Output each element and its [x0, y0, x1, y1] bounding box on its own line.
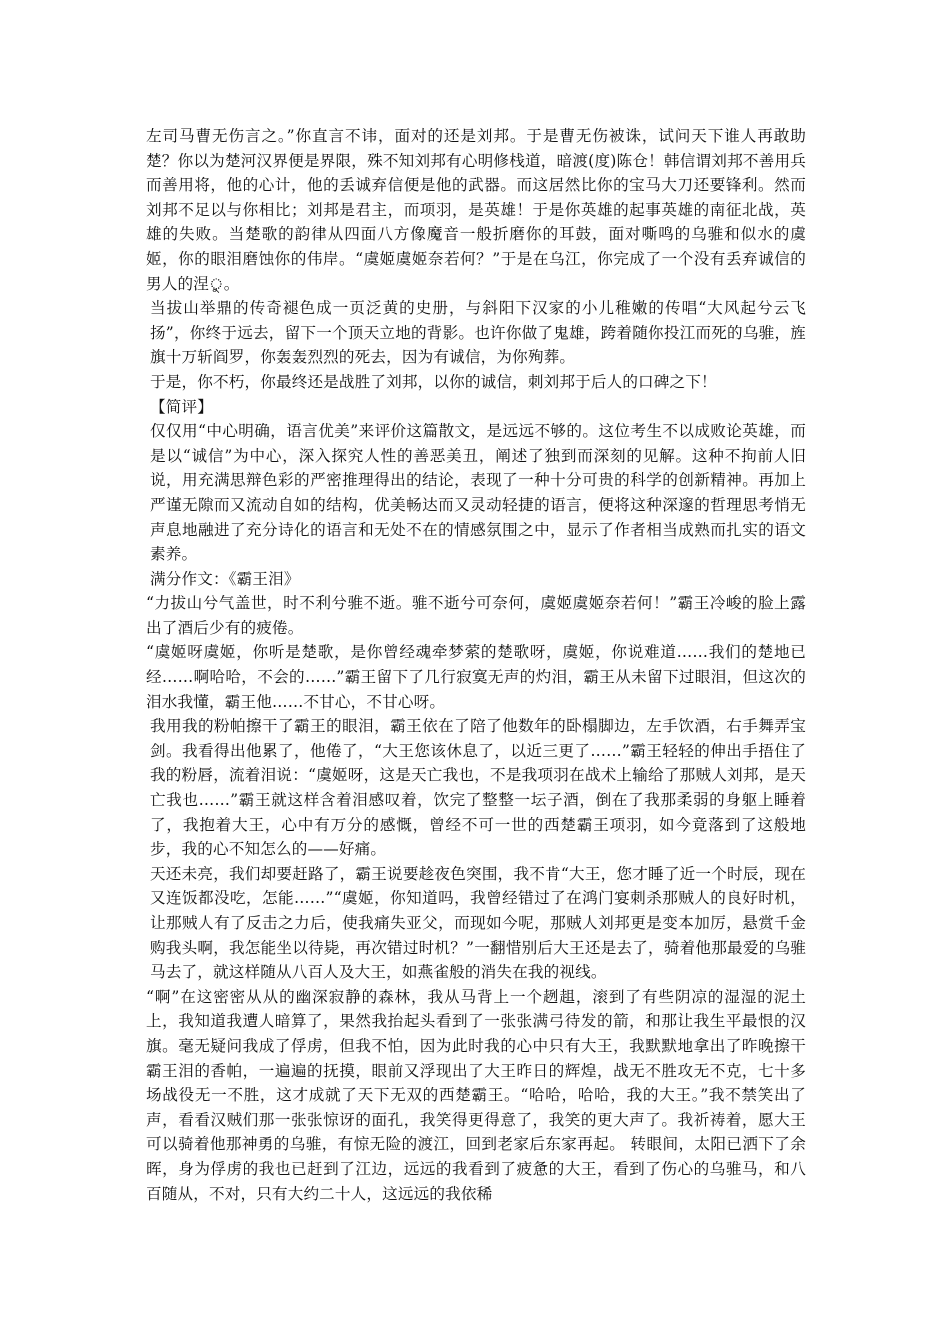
paragraph-chu-song: “虞姬呀虞姬，你听是楚歌，是你曾经魂牵梦萦的楚歌呀，虞姬，你说难道……我们的楚地已经……啊哈哈，不会的……”霸王留下了几行寂寞无声的灼泪，霸王从未留下过眼泪，但这次的泪水我懂，霸王他……不甘心，不甘心呀。 — [146, 643, 806, 711]
paragraph-forest-capture: “啊”在这密密从从的幽深寂静的森林，我从马背上一个趔趄，滚到了有些阴凉的湿湿的泥土上，我知道我遭人暗算了，果然我抬起头看到了一张张满弓待发的箭，和那让我生平最恨的汉旗。毫无疑问我成了俘虏，但我不怕，因为此时我的心中只有大王，我默默地拿出了昨晚擦干霸王泪的香帕，一遍遍的抚摸，眼前又浮现出了大王昨日的辉煌，战无不胜攻无不克，七十多场战役无一不胜，这才成就了天下无双的西楚霸王。“哈哈，哈哈，我的大王。”我不禁笑出了声，看看汉贼们那一张张惊讶的面孔，我笑得更得意了，我笑的更大声了。我祈祷着，愿大王可以骑着他那神勇的乌骓，有惊无险的渡江，回到老家后东家再起。 转眼间，太阳已洒下了余晖，身为俘虏的我也已赶到了江边，远远的我看到了疲惫的大王，看到了伤心的乌骓马，和八百随从，不对，只有大约二十人，这远远的我依稀 — [146, 987, 806, 1203]
document-body — [146, 124, 806, 1206]
section-heading-essay-title: 满分作文：《霸王泪》 — [150, 569, 300, 588]
paragraph-immortal: 于是，你不朽，你最终还是战胜了刘邦，以你的诚信，刺刘邦于后人的口碑之下！ — [150, 372, 717, 391]
paragraph-wiping-tears: 我用我的粉帕擦干了霸王的眼泪，霸王依在了陪了他数年的卧榻脚边，左手饮酒，右手舞弄宝剑。我看得出他累了，他倦了，“大王您该休息了，以近三更了……”霸王轻轻的伸出手捂住了我的粉唇，流着泪说：“虞姬呀，这是天亡我也，不是我项羽在战术上输给了那贼人刘邦，是天亡我也……”霸王就这样含着泪感叹着，饮完了整整一坛子酒，倒在了我那柔弱的身躯上睡着了，我抱着大王，心中有万分的感慨，曾经不可一世的西楚霸王项羽，如今竟落到了这般地步，我的心不知怎么的——好痛。 — [150, 717, 806, 859]
paragraph-hero-departure: 当拔山举鼎的传奇褪色成一页泛黄的史册，与斜阳下汉家的小儿稚嫩的传唱“大风起兮云飞扬”，你终于远去，留下一个顶天立地的背影。也许你做了鬼雄，跨着随你投江而死的乌骓，旌旗十万斩阎罗，你轰轰烈烈的死去，因为有诚信，为你殉葬。 — [150, 299, 806, 367]
paragraph-review-text: 仅仅用“中心明确，语言优美”来评价这篇散文，是远远不够的。这位考生不以成败论英雄，而是以“诚信”为中心，深入探究人性的善恶美丑，阐述了独到而深刻的见解。这种不拘前人旧说，用充满思辩色彩的严密推理得出的结论，表现了一种十分可贵的科学的创新精神。再加上严谨无隙而又流动自如的结构，优美畅达而又灵动轻捷的语言，便将这种深邃的哲理思考悄无声息地融进了充分诗化的语言和无处不在的情感氛围之中，显示了作者相当成熟而扎实的语文素养。 — [150, 422, 806, 564]
section-heading-review: 【简评】 — [150, 397, 213, 416]
paragraph-before-dawn: 天还未亮，我们却要赶路了，霸王说要趁夜色突围，我不肯“大王，您才睡了近一个时辰，现在又连饭都没吃，怎能……”“虞姬，你知道吗，我曾经错过了在鸿门宴刺杀那贼人的良好时机，让那贼人有了反击之力后，使我痛失亚父，而现如今呢，那贼人刘邦更是变本加厉，悬赏千金购我头啊，我怎能坐以待毙，再次错过时机？”一翻惜别后大王还是去了，骑着他那最爱的乌骓马去了，就这样随从八百人及大王，如燕雀般的消失在我的视线。 — [150, 864, 806, 982]
paragraph-poem-quote: “力拔山兮气盖世，时不利兮骓不逝。骓不逝兮可奈何，虞姬虞姬奈若何！”霸王冷峻的脸上露出了酒后少有的疲倦。 — [146, 594, 806, 637]
paragraph-liu-bang-critique: 左司马曹无伤言之。”你直言不讳，面对的还是刘邦。于是曹无伤被诛，试问天下谁人再敢助楚？你以为楚河汉界便是界限，殊不知刘邦有心明修栈道，暗渡(度)陈仓！韩信谓刘邦不善用兵而善用将，他的心计，他的丢诚弃信便是他的武器。而这居然比你的宝马大刀还要锋利。然而刘邦不足以与你相比；刘邦是君主，而项羽，是英雄！于是你英雄的起事英雄的南征北战，英雄的失败。当楚歌的韵律从四面八方像魔音一般折磨你的耳鼓，面对嘶鸣的乌骓和似水的虞姬，你的眼泪磨蚀你的伟岸。“虞姬虞姬奈若何？”于是在乌江，你完成了一个没有丢弃诚信的男人的涅ু。 — [146, 127, 806, 293]
